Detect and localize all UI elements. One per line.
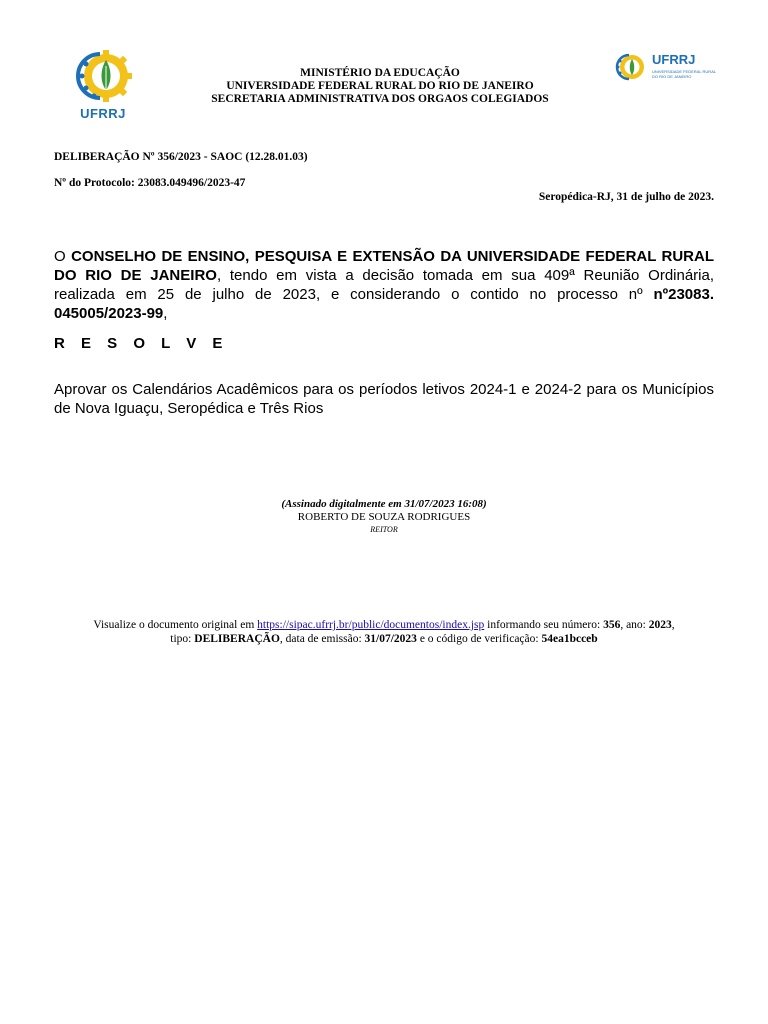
protocol-number: Nº do Protocolo: 23083.049496/2023-47 (54, 177, 246, 189)
verification-line-2 (34, 632, 734, 646)
document-type: DELIBERAÇÃO (194, 633, 280, 645)
verify-text-7: e o código de verificação: (416, 633, 542, 645)
verify-text-6: , data de emissão: (279, 633, 365, 645)
gear-globe-icon (70, 46, 136, 106)
body-prefix: O (54, 248, 72, 265)
resolve-heading: R E S O L V E (54, 335, 229, 352)
verify-text-2: informando seu número: (484, 619, 604, 631)
document-year: 2023 (648, 619, 672, 631)
ufrrj-logo-right (614, 50, 720, 86)
process-number: nº23083. 045005/2023-99 (54, 286, 714, 322)
verification-footer (34, 618, 734, 646)
ufrrj-logo-left (70, 46, 136, 124)
verify-text-5: tipo: (170, 633, 195, 645)
signer-name: ROBERTO DE SOUZA RODRIGUES (297, 511, 471, 523)
verification-code: 54ea1bcceb (541, 633, 598, 645)
signature-block (184, 498, 584, 536)
council-name: CONSELHO DE ENSINO, PESQUISA E EXTENSÃO DA UNIVERSIDADE FEDERAL RURAL DO RIO DE JANEIRO (54, 248, 714, 284)
signature-timestamp: (Assinado digitalmente em 31/07/2023 16:08) (281, 498, 487, 510)
verify-text-3: , ano: (620, 619, 649, 631)
document-number: 356 (603, 619, 621, 631)
emission-date: 31/07/2023 (364, 633, 417, 645)
signer-role: REITOR (370, 525, 398, 534)
resolution-text: Aprovar os Calendários Acadêmicos para os períodos letivos 2024-1 e 2024-2 para os Municípios de Nova Iguaçu, Seropédica e Três Rios (54, 381, 714, 417)
logo-left-text: UFRRJ (80, 106, 126, 121)
body-suffix: , (163, 305, 168, 322)
body-paragraph (54, 247, 714, 323)
body-middle: , tendo em vista a decisão tomada em sua 409ª Reunião Ordinária, realizada em 25 de julho de 2023, e considerando o contido no processo nº (54, 267, 715, 303)
logo-right-subtitle: UNIVERSIDADE FEDERAL RURAL DO RIO DE JANEIRO (652, 69, 716, 79)
verify-text-4: , (671, 619, 675, 631)
document-header (140, 67, 620, 106)
deliberation-number: DELIBERAÇÃO Nº 356/2023 - SAOC (12.28.01.03) (54, 151, 308, 163)
place-date: Seropédica-RJ, 31 de julho de 2023. (538, 191, 714, 203)
ministry-line: MINISTÉRIO DA EDUCAÇÃO (300, 67, 460, 79)
verification-line-1 (34, 618, 734, 632)
verify-text-1: Visualize o documento original em (93, 619, 258, 631)
secretariat-line: SECRETARIA ADMINISTRATIVA DOS ORGAOS COLEGIADOS (211, 93, 549, 105)
logo-right-title: UFRRJ (652, 52, 696, 67)
university-line: UNIVERSIDADE FEDERAL RURAL DO RIO DE JANEIRO (226, 80, 534, 92)
gear-globe-small-icon (614, 50, 648, 84)
verification-link[interactable]: https://sipac.ufrrj.br/public/documentos/index.jsp (257, 619, 485, 631)
